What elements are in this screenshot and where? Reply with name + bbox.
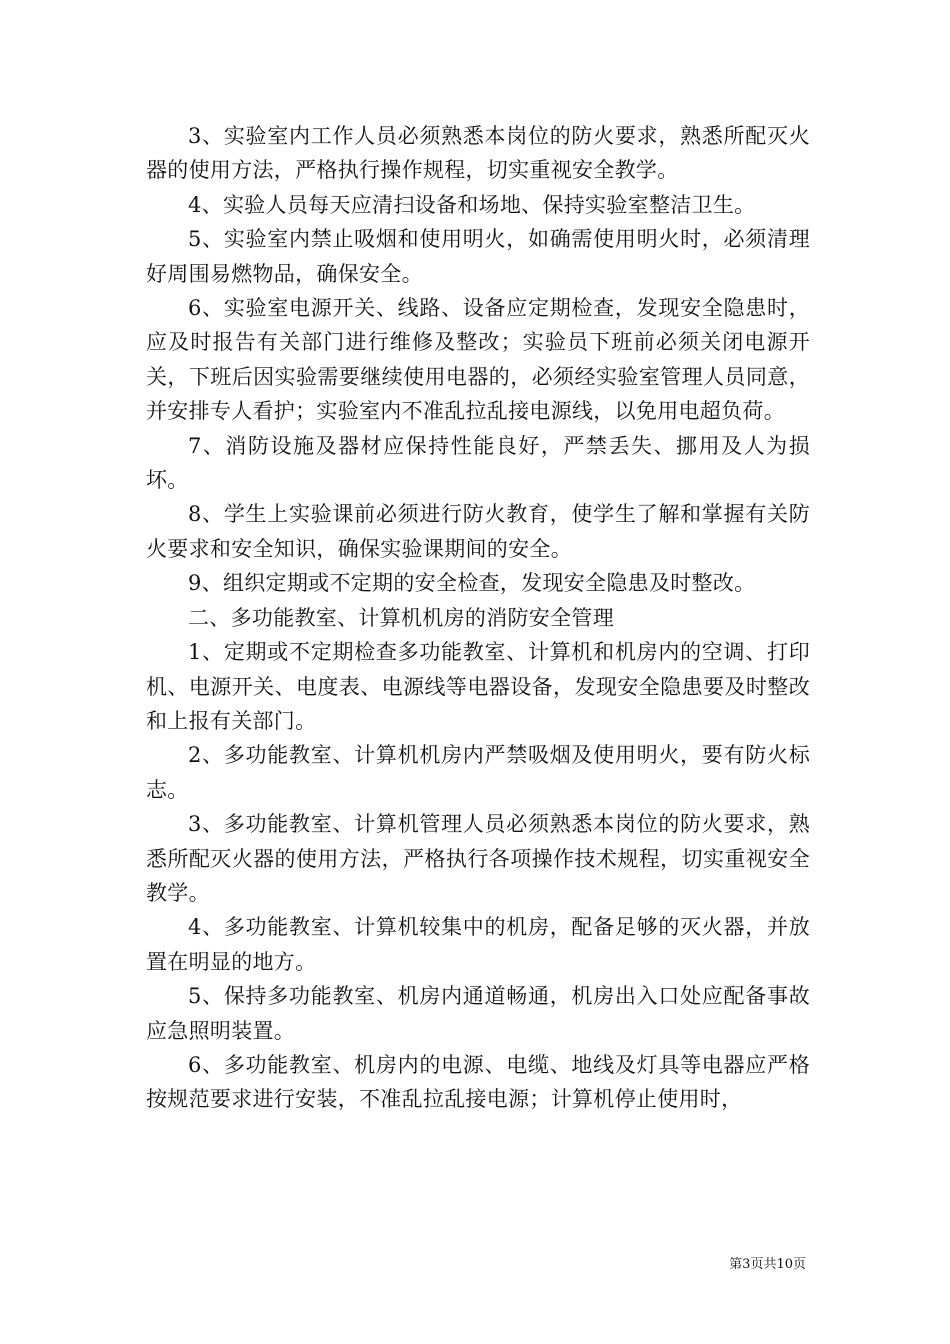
page-number-footer: 第3页共10页: [729, 1257, 806, 1272]
paragraph-lab-rule-9: 9、组织定期或不定期的安全检查，发现安全隐患及时整改。: [188, 571, 756, 596]
paragraph-room-rule-4: 4、多功能教室、计算机较集中的机房，配备足够的灭火器，并放置在明显的地方。: [146, 915, 810, 974]
paragraph-lab-rule-4: 4、实验人员每天应清扫设备和场地、保持实验室整洁卫生。: [188, 192, 756, 217]
section-heading-computer-room: 二、多功能教室、计算机机房的消防安全管理: [188, 605, 614, 630]
document-body: [146, 119, 810, 1117]
paragraph-room-rule-6: 6、多功能教室、机房内的电源、电缆、地线及灯具等电器应严格按规范要求进行安装，不准乱拉乱接电源；计算机停止使用时，: [146, 1052, 810, 1112]
paragraph-lab-rule-8: 8、学生上实验课前必须进行防火教育，使学生了解和掌握有关防火要求和安全知识，确保实验课期间的安全。: [146, 502, 810, 561]
paragraph-room-rule-3: 3、多功能教室、计算机管理人员必须熟悉本岗位的防火要求，熟悉所配灭火器的使用方法，严格执行各项操作技术规程，切实重视安全教学。: [146, 812, 810, 905]
paragraph-lab-rule-3: 3、实验室内工作人员必须熟悉本岗位的防火要求，熟悉所配灭火器的使用方法，严格执行操作规程，切实重视安全教学。: [146, 124, 810, 183]
paragraph-lab-rule-6: 6、实验室电源开关、线路、设备应定期检查，发现安全隐患时，应及时报告有关部门进行维修及整改；实验员下班前必须关闭电源开关，下班后因实验需要继续使用电器的，必须经实验室管理人员同意，并安排专人看护；实验室内不准乱拉乱接电源线，以免用电超负荷。: [146, 296, 810, 424]
paragraph-lab-rule-7: 7、消防设施及器材应保持性能良好，严禁丢失、挪用及人为损坏。: [146, 433, 810, 493]
paragraph-lab-rule-5: 5、实验室内禁止吸烟和使用明火，如确需使用明火时，必须清理好周围易燃物品，确保安全。: [146, 227, 810, 286]
paragraph-room-rule-5: 5、保持多功能教室、机房内通道畅通，机房出入口处应配备事故应急照明装置。: [146, 984, 810, 1043]
paragraph-room-rule-1: 1、定期或不定期检查多功能教室、计算机和机房内的空调、打印机、电源开关、电度表、电源线等电器设备，发现安全隐患要及时整改和上报有关部门。: [146, 640, 810, 733]
paragraph-room-rule-2: 2、多功能教室、计算机机房内严禁吸烟及使用明火，要有防火标志。: [146, 743, 810, 802]
